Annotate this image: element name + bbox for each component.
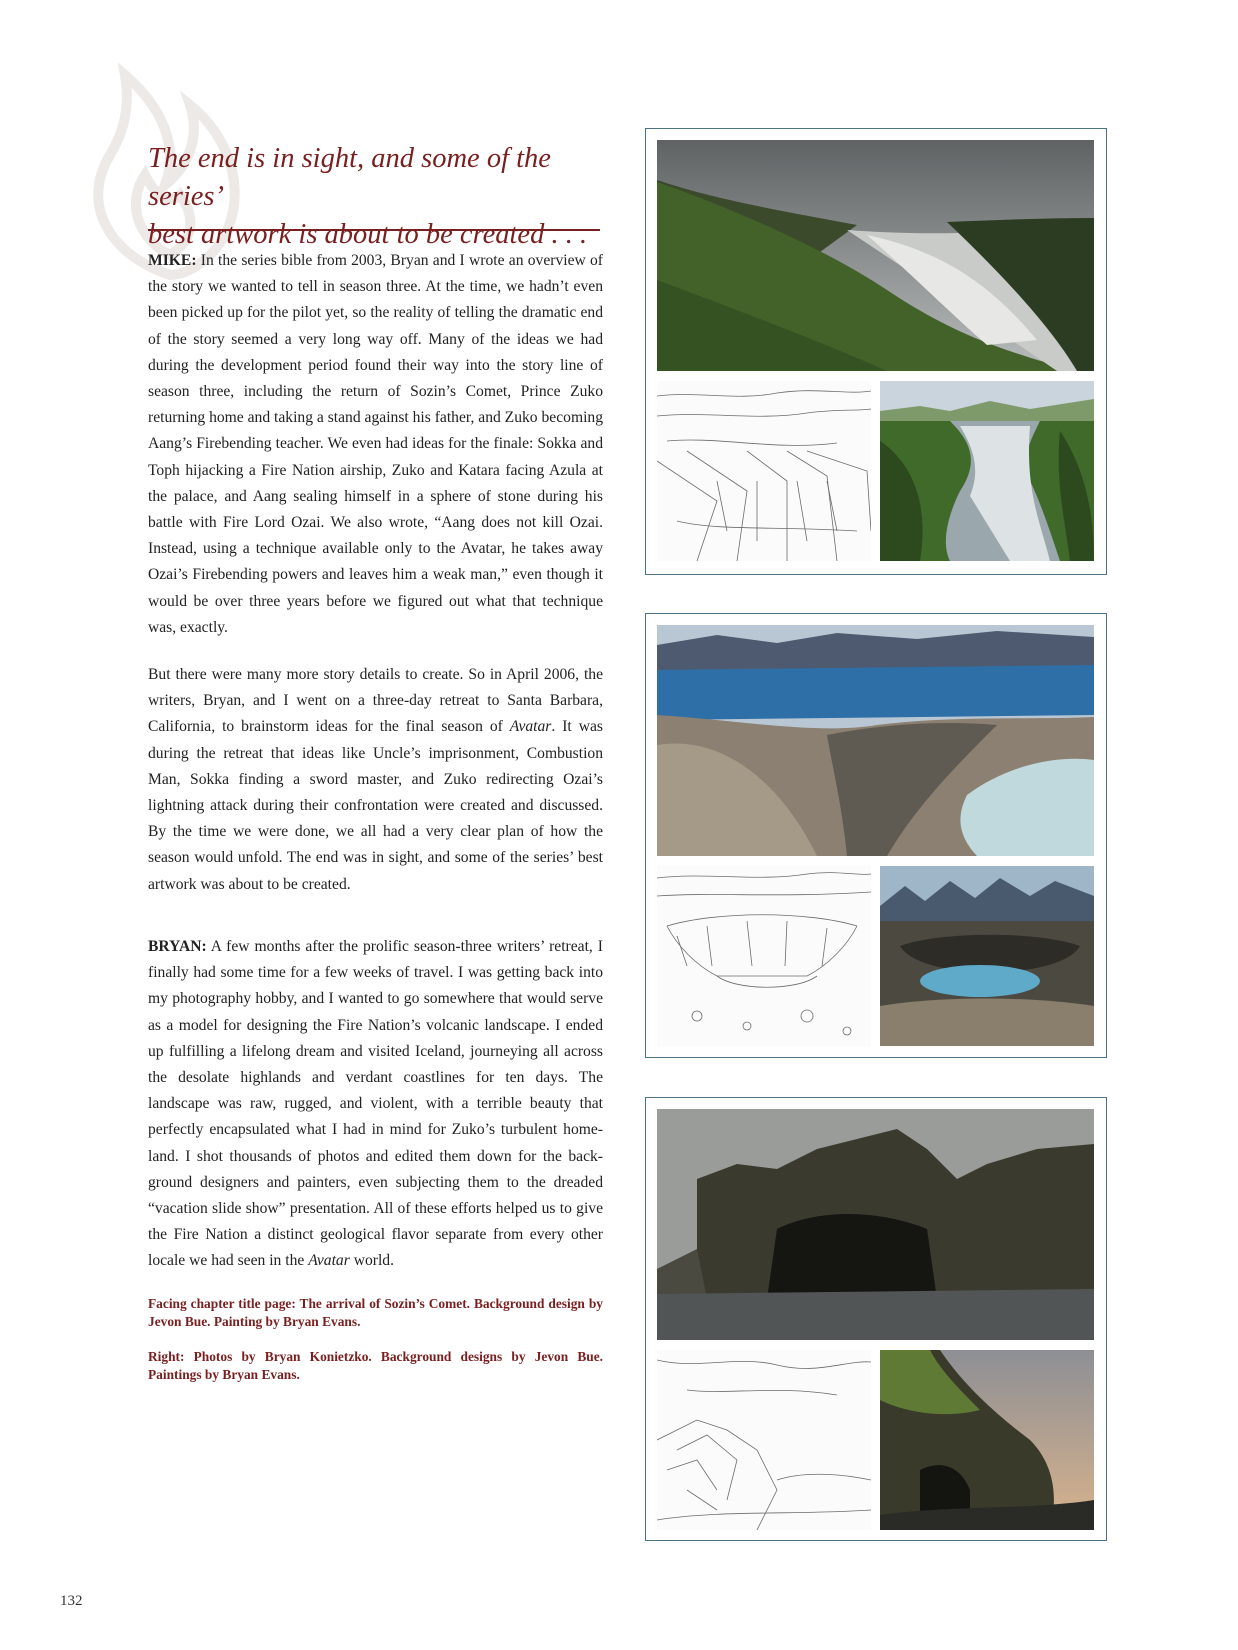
paragraph-bryan-text-a: A few months after the prolific season-three writers’ retreat, I finally had some time for a few weeks of travel. I was getting back into my photography hobby, and I wanted to go somewhere that would serve as a model for designing the Fire Nation’s volcanic landscape. I ended up fulfilling a lifelong dream and visited Iceland, journeying all across the desolate highlands and verdant coastlines for ten days. The landscape was raw, rugged, and violent, with a terrible beauty that perfectly encapsulated what I had in mind for Zuko’s turbulent home-land. I shot thousands of photos and edited them down for the back-ground designers and painters, even subjecting them to the dreaded “vacation slide show” presentation. All of these efforts helped us to give the Fire Nation a distinct geological flavor separate from every other locale we had seen in the — [148, 938, 603, 1270]
speaker-bryan: BRYAN: — [148, 938, 207, 955]
image-panel-waterfall — [645, 128, 1107, 575]
headline-line-2: best artwork is about to be created . . . — [148, 219, 588, 250]
paragraph-retreat-text-a: But there were many more story details to create. So in April 2006, the writers, Bryan, and I went on a three-day retreat to Santa Barbara, California, to brainstorm ideas for the final season of — [148, 666, 603, 736]
paragraph-mike — [148, 248, 603, 641]
sketch-waterfall — [657, 381, 871, 561]
speaker-mike: MIKE: — [148, 252, 197, 269]
paragraph-retreat-text-b: . It was during the retreat that ideas like Uncle’s imprisonment, Combustion Man, Sokka finding a sword master, and Zuko redirecting Ozai’s lightning attack during their confrontation were created and discussed. By the time we were done, we all had a very clear plan of how the season would unfold. The end was in sight, and some of the series’ best artwork was about to be created. — [148, 718, 603, 893]
title-avatar-2: Avatar — [308, 1252, 350, 1270]
painting-waterfall — [880, 381, 1094, 561]
caption-right: Right: Photos by Bryan Konietzko. Background designs by Jevon Bue. Paintings by Bryan Evans. — [148, 1349, 603, 1382]
photo-waterfall-canyon — [657, 140, 1094, 371]
paragraph-bryan — [148, 934, 603, 1275]
title-avatar: Avatar — [509, 718, 552, 736]
caption-chapter-title: Facing chapter title page: The arrival of Sozin’s Comet. Background design by Jevon Bue. Painting by Bryan Evans. — [148, 1296, 603, 1329]
paragraph-retreat — [148, 662, 603, 898]
paragraph-mike-text: In the series bible from 2003, Bryan and I wrote an overview of the story we wanted to tell in season three. At the time, we hadn’t even been picked up for the pilot yet, so the reality of telling the dramatic end of the story seemed a very long way off. Many of the ideas we had during the development period found their way into the story line of season three, including the return of Sozin’s Comet, Prince Zuko returning home and taking a stand against his father, and Zuko becoming Aang’s Firebending teacher. We even had ideas for the finale: Sokka and Toph hijacking a Fire Nation airship, Zuko and Katara facing Azula at the palace, and Aang sealing himself in a sphere of stone during his battle with Fire Lord Ozai. We also wrote, “Aang does not kill Ozai. Instead, using a technique available only to the Avatar, he takes away Ozai’s Firebending powers and leaves him a weak man,” even though it would be over three years before we figured out what that technique was, exactly. — [148, 252, 604, 636]
sketch-sea-arch — [657, 1350, 871, 1530]
image-panel-sea-arch — [645, 1097, 1107, 1541]
headline-line-1: The end is in sight, and some of the series’ — [148, 143, 551, 212]
page-number: 132 — [60, 1593, 83, 1609]
painting-crater-lake — [880, 866, 1094, 1046]
image-panel-crater-lake — [645, 613, 1107, 1058]
painting-sea-arch — [880, 1350, 1094, 1530]
paragraph-bryan-text-b: world. — [353, 1252, 394, 1270]
headline-rule — [148, 229, 600, 231]
photo-crater-lake — [657, 625, 1094, 856]
photo-sea-arch — [657, 1109, 1094, 1340]
headline — [148, 140, 603, 254]
sketch-crater-lake — [657, 866, 871, 1046]
